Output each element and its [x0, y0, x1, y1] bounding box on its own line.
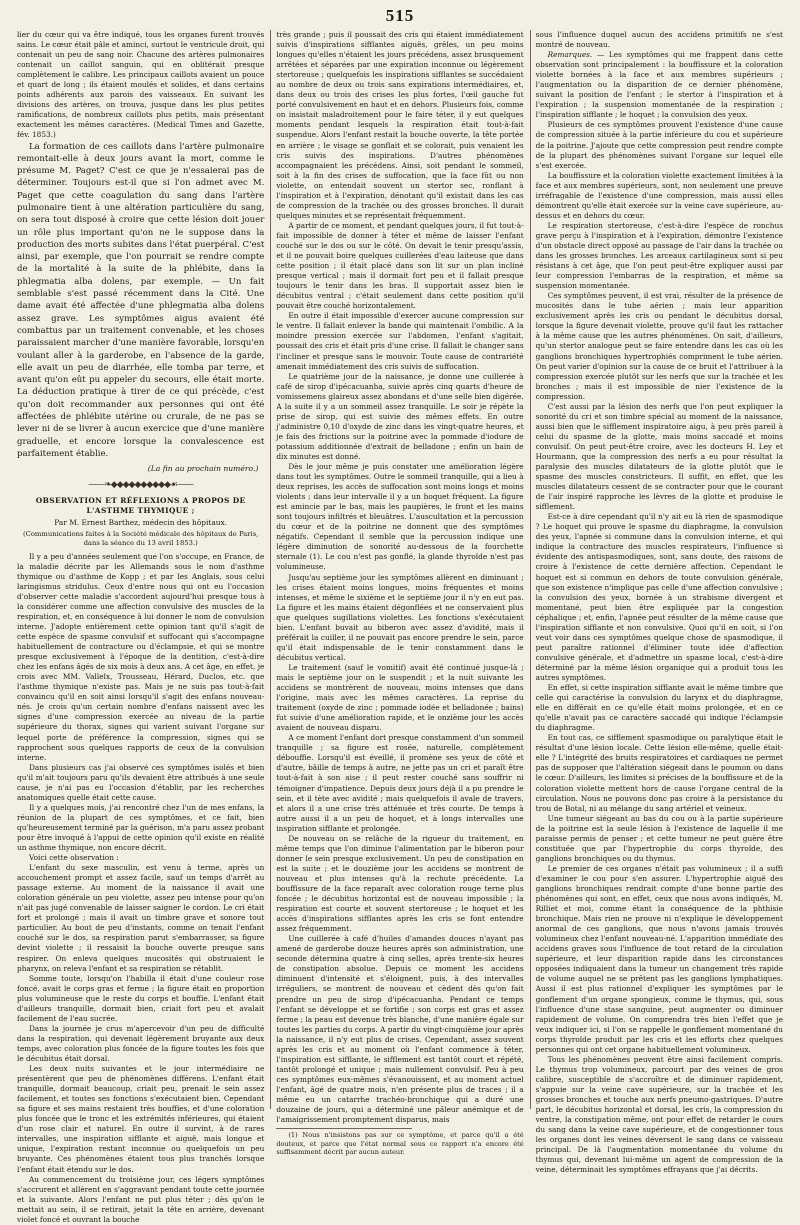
paragraph: En tout cas, ce sifflement spasmodique ou paralytique était le résultat d'une lésion locale. Cette lésion elle-même, quelle était-elle ? L'intégrité des bruits respiratoires et cardiaques ne permet pas de supposer que l'altération siégeait dans le poumon ou dans le cœur. D'ailleurs, les limites si précises de la bouffissure et de la coloration violette mettent hors de cause l'organe central de la circulation. Nous ne pouvons donc pas croire à la persistance du trou de Botal, ni au mélange du sang artériel et veineux. — [535, 733, 783, 813]
paragraph: Tous les phénomènes peuvent être ainsi facilement compris. Le thymus trop volumineux, parcourt par des veines de gros calibre, susceptible de s'accroître et de diminuer rapidement, s'appuie sur la veine cave supérieure, sur la trachée et les grosses bronches et touche aux nerfs pneumo-gastriques. D'autre part, le décubitus horizontal et dorsal, les cris, la compression du ventre, la constipation même, ont pour effet de retarder le cours du sang dans la veine cave supérieure, et de congestionner tous les organes dont les veines déversent le sang dans ce vaisseau principal. De là l'augmentation momentanée du volume du thymus qui, devenant lui-même un agent de compression de la veine, déterminait les symptômes effrayans que j'ai décrits. — [535, 1054, 783, 1175]
paragraph: L'enfant du sexe masculin, est venu à terme, après un accouchement prompt et assez facile, sauf un temps d'arrêt au passage externe. Au moment de la naissance il avait une coloration générale un peu violette, assez peu intense pour qu'on n'ait pas jugé convenable de laisser saigner le cordon. Le cri était fort et prolongé ; mais il avait un timbre grave et sonore tout particulier. Au bout de peu d'instants, comme on tenait l'enfant couché sur le dos, sa respiration parut s'embarrasser, sa figure devint violette ; il ressaisit la bouche ouverte presque sans respirer. On enleva quelques mucosités qui obstruaient le pharynx, on releva l'enfant et sa respiration se rétablit. — [17, 863, 265, 973]
paragraph — [536, 50, 783, 120]
paragraph: Le traitement (sauf le vomitif) avait été continué jusque-là ; mais le septième jour on le suspendit ; et la nuit suivante les accidens se montrèrent de nouveau, moins intenses que dans l'origine, mais avec les mêmes caractères. La reprise du traitement (oxyde de zinc ; pommade iodée et belladonée ; bains) fut suivie d'une amélioration rapide, et le onzième jour les accès avaient de nouveau disparu. — [276, 662, 524, 733]
paragraph: A ce moment l'enfant dort presque constamment d'un sommeil tranquille ; sa figure est rosée, naturelle, complètement débouffie. Lorsqu'il est éveillé, il promène ses yeux de côté et d'autre, bâille de temps à autre, ne jette pas un cri et paraît être tout-à-fait à son aise ; il peut rester couché sans souffrir ni témoigner d'impatience. Depuis deux jours déjà il a pu prendre le sein, et il tète avec avidité ; mais quelquefois il avale de travers, et alors il a une crise très atténuée et très courte. De temps à autre aussi il a un peu de hoquet, et à longs intervalles une inspiration sifflante et prolongée. — [276, 733, 524, 833]
paragraph: Une tumeur siégeant au bas du cou ou à la partie supérieure de la poitrine est la seule lésion à l'existence de laquelle il me paraisse permis de penser ; et cette tumeur ne peut guère être constituée que par l'hypertrophie du corps thyroïde, des ganglions bronchiques ou du thymus. — [535, 813, 783, 863]
paragraph: Les deux nuits suivantes et le jour intermédiaire ne présentèrent que peu de phénomènes différens. L'enfant était tranquille, dormait beaucoup, criait peu, prenait le sein assez facilement, et toutes ses fonctions s'exécutaient bien. Cependant sa figure et ses mains restaient très bouffies, et d'une coloration plus foncée que le tronc et les extrémités inférieures, qui étaient d'un rose clair et naturel. En outre il survint, à de rares intervalles, une inspiration sifflante et aiguë, mais longue et unique, l'expiration restant inconnue ou quelquefois un peu bruyante. Ces phénomènes étaient tous plus tranchés lorsque l'enfant était étendu sur le dos. — [17, 1064, 265, 1174]
paragraph: très grande ; puis il poussait des cris qui étaient immédiatement suivis d'inspirations sifflantes aiguës, grêles, un peu moins longues qu'elles n'étaient les jours précédens, assez brusquement arrêtées et séparées par une expiration inconnue ou légèrement stertoreuse ; quelquefois les inspirations sifflantes se succédaient au nombre de deux ou trois sans expirations intermédiaires, et, dans deux ou trois des crises les plus fortes, l'œil gauche fut porté convulsivement en haut et en dehors. Plusieurs fois, comme on insistait maladroitement pour le faire téter, il y eut quelques moments pendant lesquels la respiration était tout-à-fait suspendue. Alors l'enfant restait la bouche ouverte, la tête portée en arrière ; le visage se gonflait et se colorait, puis venaient les cris suivis des inspirations. D'autres phénomènes accompagnaient les précédens. Ainsi, soit pendant le sommeil, soit à la fin des crises de suffocation, que la face fût ou non violette, on entendait souvent un stertor sec, ronflant à l'inspiration et à l'expiration, dénotant qu'il existait dans les cas de compression de la trachée ou des grosses bronches. Il durait quelques minutes et se représentait fréquemment. — [276, 30, 524, 220]
article-author: Par M. Ernest Barthez, médecin des hôpitaux. — [54, 518, 228, 528]
paragraph: A partir de ce moment, et pendant quelques jours, il fut tout-à-fait impossible de donner à téter et même de laisser l'enfant couché sur le dos ou sur le côté. On devait le tenir presqu'assis, et il ne pouvait boire quelques cuillerées d'eau laiteuse que dans cette position ; il était placé dans son lit sur un plan incliné presque vertical ; mais il dormait fort peu et il fallait presque toujours le tenir dans les bras. Il supportait assez bien le décubitus ventral ; c'était seulement dans cette position qu'il pouvait être couché horizontalement. — [276, 220, 524, 311]
paragraph: Somme toute, lorsqu'on l'habilla il était d'une couleur rose foncé, avait le corps gras et ferme ; la figure était en proportion plus volumineuse que le reste du corps et bouffie. L'enfant était d'ailleurs tranquille, dormait bien, criait fort peu et avalait facilement de l'eau sucrée. — [17, 973, 265, 1023]
paragraph: C'est aussi par la lésion des nerfs que l'on peut expliquer la sonorité du cri et son timbre spécial au moment de la naissance, aussi bien que le sifflement inspiratoire aigu, à peu près pareil à celui du spasme de la glotte, mais moins saccadé et moins convulsif. On peut peut-être croire, avec les docteurs H. Ley et Hourmann, que la compression des nerfs a eu pour résultat la paralysie des muscles dilatateurs de la glotte plutôt que le spasme des muscles constricteurs. Il suffit, en effet, que les muscles dilatateurs cessent de se contracter pour que le courant de l'air inspiré rapproche les lèvres de la glotte et produise le sifflement. — [535, 401, 783, 512]
paragraph: Jusqu'au septième jour les symptômes allèrent en diminuant ; les crises étaient moins longues, moins fréquentes et moins intenses, et même le sixième et le septième jour il n'y en eut pas. La figure et les mains étaient dégonflées et ne conservaient plus que quelques sugillations violettes. Les fonctions s'exécutaient bien. L'enfant buvait au biberon avec assez d'avidité, mais il préférait la cuiller, il ne pouvait pas encore prendre le sein, parce qu'il était indispensable de le tenir constamment dans le décubitus vertical. — [276, 572, 524, 662]
footnote-divider — [276, 1128, 412, 1129]
ornamental-divider: ——❧◆◆◆◆◆◆◆◆◆◆☙—— — [88, 480, 194, 491]
paragraph: Ces symptômes peuvent, il est vrai, résulter de la présence de mucosités dans le tube aérien ; mais leur apparition exclusivement après les cris ou pendant le décubitus dorsal, lorsque la figure devenait violette, prouve qu'il faut les rattacher à la même cause que les autres phénomènes. On sait, d'ailleurs, qu'un stertor analogue peut se faire entendre dans les cas où les ganglions bronchiques hypertrophiés compriment le tube aérien. On peut varier d'opinion sur la cause de ce bruit et l'attribuer à la compression exercée plutôt sur les nerfs que sur la trachée et les bronches ; mais il est impossible de nier l'existence de la compression. — [535, 291, 783, 401]
paragraph: Au commencement du troisième jour, ces légers symptômes s'accrurent et allèrent en s'aggravant pendant toute cette journée et la suivante. Alors l'enfant ne put plus téter ; dès qu'on le mettait au sein, il se retirait, jetait la tête en arrière, devenant violet foncé et ouvrant la bouche — [17, 1174, 265, 1224]
column-middle — [270, 30, 524, 1156]
paragraph: Dès le jour même je puis constater une amélioration légère dans tout les symptômes. Outre le sommeil tranquille, qui a lieu à deux reprises, les accès de suffocation sont moins longs et moins violents ; dans leur intervalle il y a un hoquet fréquent. La figure est amincie par le bas, mais les paupières, le front et les mains sont toujours infiltrés et bleuâtres. L'auscultation et la percussion du cœur et de la poitrine ne donnent que des symptômes négatifs. Cependant il semble que la percussion indique une légère diminution de sonorité au-dessous de la fourchette sternale (1). Le cou n'est pas gonflé, la glande thyroïde n'est pas volumineuse. — [276, 462, 524, 572]
paragraph: La formation de ces caillots dans l'artère pulmonaire remontait-elle à deux jours avant la mort, comme le présume M. Paget? C'est ce que je n'essaierai pas de déterminer. Toujours est-il que si l'on admet avec M. Paget que cette coagulation du sang dans l'artère pulmonaire tient à une altération particulière du sang, on sera tout disposé à croire que cette lésion doit jouer un rôle plus important qu'on ne le suppose dans la production des morts subites dans l'état puerpéral. C'est ainsi, par exemple, que l'on pourrait se rendre compte de la mortalité à la suite de la phlébite, dans la phlegmatia alba dolens, par exemple. — Un fait semblable s'est passé récemment dans la Cité. Une dame avait été affectée d'une phlegmatia alba dolens assez grave. Les symptômes aigus avaient été combattus par un traitement convenable, et les choses paraissaient marcher d'une manière favorable, lorsqu'en voulant aller à la garderobe, en l'absence de la garde, elle avait un peu de diarrhée, elle tomba par terre, et avant qu'on eût pu appeler du secours, elle était morte. La déduction pratique à tirer de ce qui précède, c'est qu'on doit recommander aux personnes qui ont été affectées de phlébite utérine ou crurale, de ne pas se lever ni de se livrer à aucun exercice que d'une manière graduelle, et encore lorsque la convalescence est parfaitement établie. — [17, 141, 265, 459]
continuation-note: (La fin au prochain numéro.) — [147, 464, 259, 474]
footnote: (1) Nous n'insistons pas sur ce symptôme, et parce qu'il a été douteux, et parce que l'état normal sous ce rapport n'a encore été suffisamment décrit par aucun auteur. — [276, 1131, 524, 1156]
paragraph: De nouveau on se relâche de la rigueur du traitement, en même temps que l'on diminue l'alimentation par le biberon pour donner le sein presque exclusivement. Un peu de constipation en est la suite ; et le douzième jour les accidens se montrent de nouveau et plus intenses qu'à la rechute précédente. La bouffissure de la face reparaît avec coloration rouge terne plus foncée ; le décubitus horizontal est de nouveau impossible ; la respiration est courte et souvent stertoreuse ; le hoquet et les accès d'inspirations sifflantes après les cris se font entendre assez fréquemment. — [276, 833, 524, 934]
paragraph: Dans la journée je crus m'apercevoir d'un peu de difficulté dans la respiration, qui devenait légèrement bruyante aux deux temps, avec coloration plus foncée de la figure toutes les fois que le décubitus était dorsal. — [17, 1023, 265, 1063]
paragraph: lier du cœur qui va être indiqué, tous les organes furent trouvés sains. Le cœur était pâle et aminci, surtout le ventricule droit, qui contenait un peu de sang noir. Chacune des artères pulmonaires contenait un caillot sanguin, qui en oblitérait presque complètement le calibre. Les principaux caillots avaient un pouce et quart de long ; ils étaient moulés et solides, et dans certains points adhérents aux parois des vaisseaux. En suivant les divisions des artères, on trouva, jusque dans les plus petites ramifications, de nombreux caillots plus petits, mais présentant exactement les mêmes caractères. (Medical Times and Gazette, fév. 1853.) — [17, 30, 265, 140]
paragraph: Il y a peu d'années seulement que l'on s'occupe, en France, de la maladie décrite par les Allemands sous le nom d'asthme thymique ou d'asthme de Kopp ; et par les Anglais, sous celui laringismus stridulus. Ceux d'entre nous qui ont eu l'occasion d'observer cette maladie s'accordent aujourd'hui presque tous à la considérer comme une affection convulsive des muscles de la respiration, et, en conséquence à lui donner le nom de convulsion interne. J'adopte entièrement cette opinion tant qu'il s'agit de cette espèce de spasme convulsif et suffocant qui s'accompagne habituellement de contracture ou d'éclampsie, et qui se montre presque exclusivement à l'époque de la dentition, c'est-à-dire chez les enfans âgés de six mois à deux ans. A cet âge, en effet, je crois avec MM. Vallelx, Trousseau, Hérard, Duclos, etc. que l'asthme thymique n'existe pas. Mais je ne suis pas tout-à-fait convaincu qu'il en soit ainsi lorsqu'il s'agit des enfans nouveau-nés. Je crois qu'un certain nombre d'enfans naissent avec les signes d'une compression exercée au niveau de la partie supérieure du thorax, signes qui varient suivant l'organe sur lequel porte de préférence la compression, signes qui se rapprochent sous quelques rapports de ceux de la convulsion interne. — [17, 551, 265, 762]
column-right — [530, 30, 783, 1175]
section-heading: Remarques. — [547, 50, 593, 60]
paragraph: sous l'influence duquel aucun des accidens primitifs ne s'est montré de nouveau. — [535, 30, 783, 50]
paragraph: Le respiration stertoreuse, c'est-à-dire l'espèce de ronchus grave perçu à l'inspiration et à l'expiration, démontre l'existence d'un obstacle direct opposé au passage de l'air dans la trachée ou dans les grosses bronches. Les arceaux cartilagineux sont si peu résistans à cet âge, que l'on peut peut-être expliquer aussi par leur compression l'embarras de la respiration, et même sa suspension momentanée. — [535, 220, 783, 291]
paragraph: En effet, si cette inspiration sifflante avait le même timbre que celle qui caractérise la convulsion du larynx et du diaphragme, elle en différait en ce qu'elle était moins prolongée, et en ce qu'elle n'avait pas ce caractère saccadé qui indique l'éclampsie du diaphragme. — [535, 683, 783, 733]
paragraph: Voici cette observation : — [29, 853, 119, 863]
article-title: OBSERVATION ET RÉFLEXIONS A PROPOS DE L'ASTHME THYMIQUE ; — [35, 496, 246, 516]
paragraph: En outre il était impossible d'exercer aucune compression sur le ventre. Il fallait enlever la bande qui maintenait l'ombilic. A la moindre pression exercée sur l'abdomen, l'enfant s'agitait, poussait des cris et était pris d'une crise. Il fallait le changer sans l'incliner et presque sans le mouvoir. Toute cause de contrariété amenait immédiatement des cris suivis de suffocation. — [276, 311, 524, 371]
page-number: 515 — [385, 6, 415, 25]
paragraph: Plusieurs de ces symptômes prouvent l'existence d'une cause de compression située à la partie inférieure du cou et supérieure de la poitrine. J'ajoute que cette compression peut rendre compte de la plupart des phénomènes suivant l'organe sur lequel elle s'est exercée. — [535, 120, 783, 170]
paragraph-text: — Les symptômes qui me frappent dans cette observation sont principalement : la bouffissure et la coloration violette bornées à la face et aux membres supérieurs ; l'augmentation ou la disparition de ce dernier phénomène, suivant la position de l'enfant ; le stertor à l'inspiration et à l'expiration ; la suspension momentanée de la respiration ; l'inspiration sifflante ; le hoquet ; la convulsion des yeux. — [535, 50, 783, 120]
article-columns — [17, 30, 783, 1224]
paragraph: Est-ce à dire cependant qu'il n'y ait eu là rien de spasmodique ? Le hoquet qui prouve le spasme du diaphragme, la convulsion des yeux, l'apnée si commune dans la convulsion interne, et qui indique la contracture des muscles respirateurs, l'influence si évidente des antispasmodiques, sont, sans doute, des raisons de croire à l'existence de cette dernière affection. Cependant le hoquet est si commun en dehors de toute convulsion générale, que son existence n'implique pas celle d'une affection convulsive ; la convulsion des yeux, bornée à un strabisme divergent et momentané, peut bien être expliquée par la congestion céphalique ; et, enfin, l'apnée peut résulter de la même cause que l'inspiration sifflante et non convulsive. Quoi qu'il en soit, si l'on veut voir dans ces symptômes quelque chose de spasmodique, il peut paraître rationnel d'éliminer toute idée d'affection convulsive générale, et d'admettre un spasme local, c'est-à-dire déterminé par la même lésion organique qui a produit tous les autres symptômes. — [535, 512, 783, 682]
paragraph: Dans plusieurs cas j'ai observé ces symptômes isolés et bien qu'il m'ait toujours paru qu'ils devaient être attribués à une seule cause, je n'ai pas eu l'occasion d'établir, par les recherches anatomiques quelle était cette cause. — [17, 762, 265, 802]
paragraph: Le quatrième jour de la naissance, je donne une cuillerée à café de sirop d'ipécacuanha, suivie après cinq quarts d'heure de vomissemens glaireux assez abondans et d'une selle bien digérée. A la suite il y a un sommeil assez tranquille. Le soir je répète la prise de sirop, qui est suivie des mêmes effets. En outre j'administre 0,10 d'oxyde de zinc dans les vingt-quatre heures, et je fais des frictions sur la poitrine avec la pommade d'iodure de potassium additionnée d'extrait de belladone ; enfin un bain de dix minutes est donné. — [276, 371, 524, 461]
paragraph: La bouffissure et la coloration violette exactement limitées à la face et aux membres supérieurs, sont, non seulement une preuve irréfragable de l'existence d'une compression, mais aussi elles démontrent qu'elle était exercée sur la veine cave supérieure, au-dessus et en dehors du cœur. — [535, 170, 783, 220]
paragraph: Il y a quelques mois, j'ai rencontré chez l'un de mes enfans, la réunion de la plupart de ces symptômes, et ce fait, bien qu'heureusement terminé par la guérison, m'a paru assez probant pour être invoqué à l'appui de cette opinion qu'il existe en réalité un asthme thymique, non encore décrit. — [17, 802, 265, 853]
paragraph: Le premier de ces organes n'était pas volumineux ; il a suffi d'examiner le cou pour s'en assurer. L'hypertrophie aiguë des ganglions bronchiques rendrait compte d'une bonne partie des phénomènes qui sont, en effet, ceux que nous avons indiqués, M. Rilliet et moi, comme étant la conséquence de la phthisie bronchique. Mais rien ne prouve ni n'explique le développement anormal de ces ganglions, que nous n'avons jamais trouvés volumineux chez l'enfant nouveau-né. L'apparition immédiate des accidens graves sous l'influence de tout retard de la circulation supérieure, et leur disparition rapide dans les circonstances opposées indiquaient dans la tumeur un changement très rapide de volume auquel ne se prêtent pas les ganglions lymphatiques. Aussi il est plus rationnel d'expliquer les symptômes par le gonflement d'un organe spongieux, comme le thymus, qui, sous l'influence d'une stase sanguine, peut augmenter ou diminuer rapidement de volume. On comprendra très bien l'effet que je veux indiquer ici, si l'on se rappelle le gonflement momentané du corps thyroïde produit par les cris et les efforts chez quelques personnes qui ont cet organe habituellement volumineux. — [535, 863, 783, 1054]
article-note: (Communications faites à la Société médicale des hôpitaux de Paris, dans la séance du 13 avril 1853.) — [22, 530, 259, 548]
column-left — [17, 30, 265, 1224]
paragraph: Une cuillerée à café d'huiles d'amandes douces n'ayant pas amené de garderobe douze heures après son administration, une seconde détermina quatre à cinq selles, après trente-six heures de constipation absolue. Depuis ce moment les accidens diminuent d'intensité et s'éloignent, puis, à des intervalles irréguliers, se montrent de nouveau et cèdent dès qu'on fait prendre un peu de sirop d'ipécacuanha. Pendant ce temps l'enfant se développe et se fortifie ; son corps est gras et assez ferme ; la peau est devenue très blanche, d'une manière égale sur toutes les parties du corps. A partir du vingt-cinquième jour après la naissance, il n'y eut plus de crises. Cependant, assez souvent après les cris et au moment où l'enfant commence à téter, l'inspiration est sifflante, le sifflement est tantôt court et répété, tantôt prolongé et unique ; mais nullement convulsif. Peu à peu ces symptômes eux-mêmes s'évanouissent, et au moment actuel l'enfant, âgé de quatre mois, n'en présente plus de traces ; il a même eu un catarrhe trachéo-bronchique qui a duré une douzaine de jours, qui a déterminé une pâleur anémique et de l'amaigrissement promptement disparus, mais — [276, 934, 524, 1125]
